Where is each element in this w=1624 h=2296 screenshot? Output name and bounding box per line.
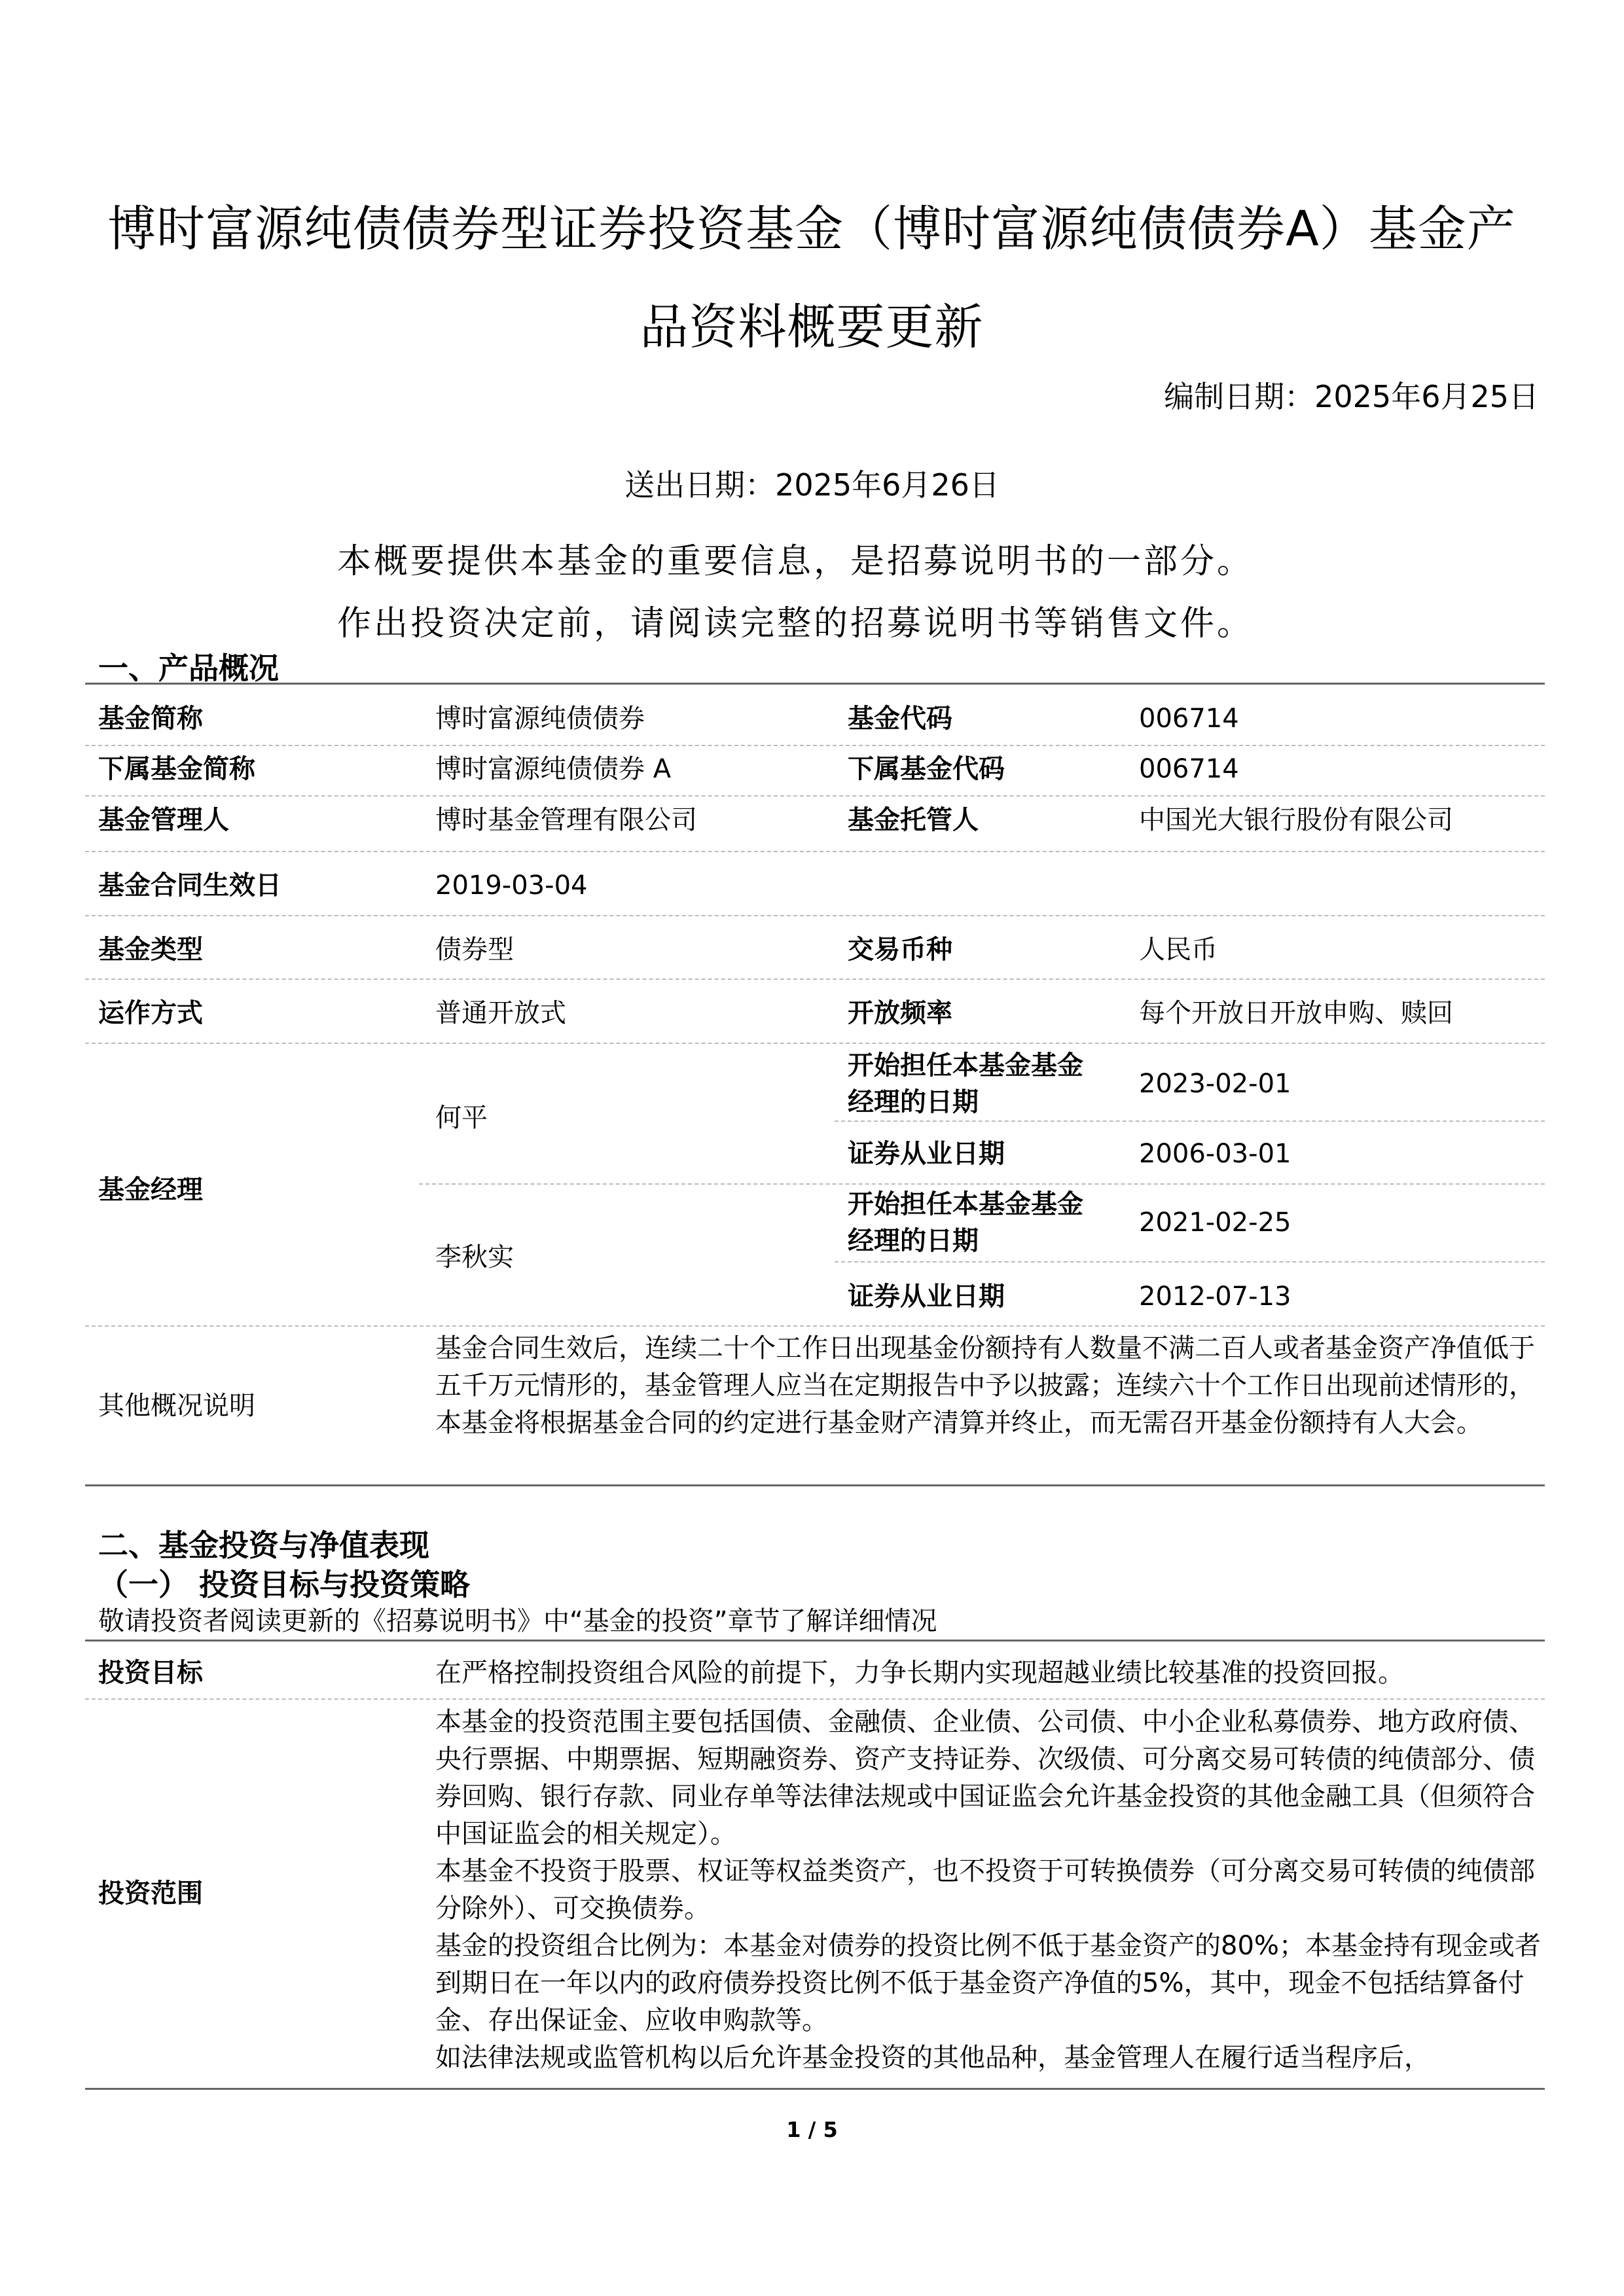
page-number: 1 / 5 <box>786 2117 838 2142</box>
section-2-sub-heading: （一） 投资目标与投资策略 <box>98 1567 471 1602</box>
manager-2-career-label: 证券从业日期 <box>848 1282 1005 1312</box>
section-1-heading: 一、产品概况 <box>98 651 279 686</box>
manager-label: 基金管理人 <box>98 805 229 835</box>
row-divider <box>419 1183 1545 1185</box>
intro-line-2: 作出投资决定前，请阅读完整的招募说明书等销售文件。 <box>337 604 1254 643</box>
effective-date-value: 2019-03-04 <box>435 870 588 901</box>
fund-manager-label: 基金经理 <box>98 1175 203 1205</box>
manager-1-start-label-line-1: 开始担任本基金基金 <box>848 1050 1083 1081</box>
investment-scope-label: 投资范围 <box>98 1878 203 1909</box>
manager-2-start-label-line-1: 开始担任本基金基金 <box>848 1189 1083 1219</box>
row-divider <box>85 1698 1545 1700</box>
document-title <box>79 180 1545 376</box>
investment-scope-p2: 本基金不投资于股票、权证等权益类资产，也不投资于可转换债券（可分离交易可转债的纯债部分除外）、可交换债券。 <box>435 1856 1535 1924</box>
other-description-label: 其他概况说明 <box>98 1391 255 1421</box>
manager-2-start-date: 2021-02-25 <box>1139 1208 1291 1238</box>
fund-type-value: 债券型 <box>435 935 514 965</box>
section-1-top-rule <box>85 683 1545 685</box>
effective-date-label: 基金合同生效日 <box>98 870 281 901</box>
row-divider <box>85 851 1545 852</box>
page-bottom-rule <box>85 2088 1545 2090</box>
sub-fund-name-label: 下属基金简称 <box>98 754 255 784</box>
section-1-bottom-rule <box>85 1484 1545 1486</box>
open-frequency-value: 每个开放日开放申购、赎回 <box>1139 998 1453 1028</box>
open-frequency-label: 开放频率 <box>848 998 952 1028</box>
fund-code-label: 基金代码 <box>848 704 952 734</box>
row-divider <box>85 1325 1545 1327</box>
manager-1-career-label: 证券从业日期 <box>848 1139 1005 1169</box>
title-line-2: 品资料概要更新 <box>640 299 984 355</box>
investment-scope-paragraphs <box>435 1704 1558 2077</box>
investment-objective-value: 在严格控制投资组合风险的前提下，力争长期内实现超越业绩比较基准的投资回报。 <box>435 1658 1404 1688</box>
manager-2-name: 李秋实 <box>435 1242 514 1272</box>
custodian-label: 基金托管人 <box>848 805 979 835</box>
send-date: 送出日期：2025年6月26日 <box>624 467 1000 503</box>
sub-fund-code-label: 下属基金代码 <box>848 754 1005 784</box>
row-divider <box>835 1121 1545 1122</box>
manager-2-start-label-line-2: 经理的日期 <box>848 1226 979 1256</box>
investment-scope-p3: 基金的投资组合比例为：本基金对债券的投资比例不低于基金资产的80%；本基金持有现金或者到期日在一年以内的政府债券投资比例不低于基金资产净值的5%，其中，现金不包括结算备付金、存出保证金、应收申购款等。 <box>435 1931 1541 2036</box>
currency-value: 人民币 <box>1139 935 1218 965</box>
sub-fund-code-value: 006714 <box>1139 754 1239 784</box>
manager-1-start-label-line-2: 经理的日期 <box>848 1087 979 1117</box>
row-divider <box>85 915 1545 916</box>
fund-type-label: 基金类型 <box>98 935 203 965</box>
manager-1-start-date: 2023-02-01 <box>1139 1069 1291 1099</box>
fund-code-value: 006714 <box>1139 704 1239 734</box>
operation-label: 运作方式 <box>98 998 203 1028</box>
currency-label: 交易币种 <box>848 935 952 965</box>
other-description-text: 基金合同生效后，连续二十个工作日出现基金份额持有人数量不满二百人或者基金资产净值低于五千万元情形的，基金管理人应当在定期报告中予以披露；连续六十个工作日出现前述情形的，本基金将根据基金合同的约定进行基金财产清算并终止，而无需召开基金份额持有人大会。 <box>435 1333 1535 1438</box>
manager-1-career-date: 2006-03-01 <box>1139 1139 1291 1169</box>
sub-fund-name-value: 博时富源纯债债券 A <box>435 754 672 784</box>
manager-1-name: 何平 <box>435 1103 488 1133</box>
manager-2-career-date: 2012-07-13 <box>1139 1282 1291 1312</box>
operation-value: 普通开放式 <box>435 998 566 1028</box>
fund-short-name-value: 博时富源纯债债券 <box>435 704 645 734</box>
row-divider <box>85 795 1545 797</box>
fund-short-name-label: 基金简称 <box>98 704 203 734</box>
row-divider <box>85 1043 1545 1044</box>
investment-scope-p1: 本基金的投资范围主要包括国债、金融债、企业债、公司债、中小企业私募债券、地方政府债、央行票据、中期票据、短期融资券、资产支持证券、次级债、可分离交易可转债的纯债部分、债券回购、银行存款、同业存单等法律法规或中国证监会允许基金投资的其他金融工具（但须符合中国证监会的相关规定）。 <box>435 1707 1535 1849</box>
custodian-value: 中国光大银行股份有限公司 <box>1139 805 1453 835</box>
compile-date: 编制日期：2025年6月25日 <box>1164 379 1539 414</box>
investment-note: 敬请投资者阅读更新的《招募说明书》中“基金的投资”章节了解详细情况 <box>98 1606 937 1636</box>
section-2-heading: 二、基金投资与净值表现 <box>98 1528 429 1563</box>
row-divider <box>85 978 1545 980</box>
investment-objective-label: 投资目标 <box>98 1658 203 1688</box>
investment-scope-p4: 如法律法规或监管机构以后允许基金投资的其他品种，基金管理人在履行适当程序后， <box>435 2043 1430 2073</box>
row-divider <box>835 1261 1545 1263</box>
section-2-top-rule <box>85 1640 1545 1641</box>
row-divider <box>85 745 1545 746</box>
intro-line-1: 本概要提供本基金的重要信息，是招募说明书的一部分。 <box>337 542 1254 581</box>
manager-value: 博时基金管理有限公司 <box>435 805 697 835</box>
title-line-1: 博时富源纯债债券型证券投资基金（博时富源纯债债券A）基金产 <box>107 201 1516 257</box>
